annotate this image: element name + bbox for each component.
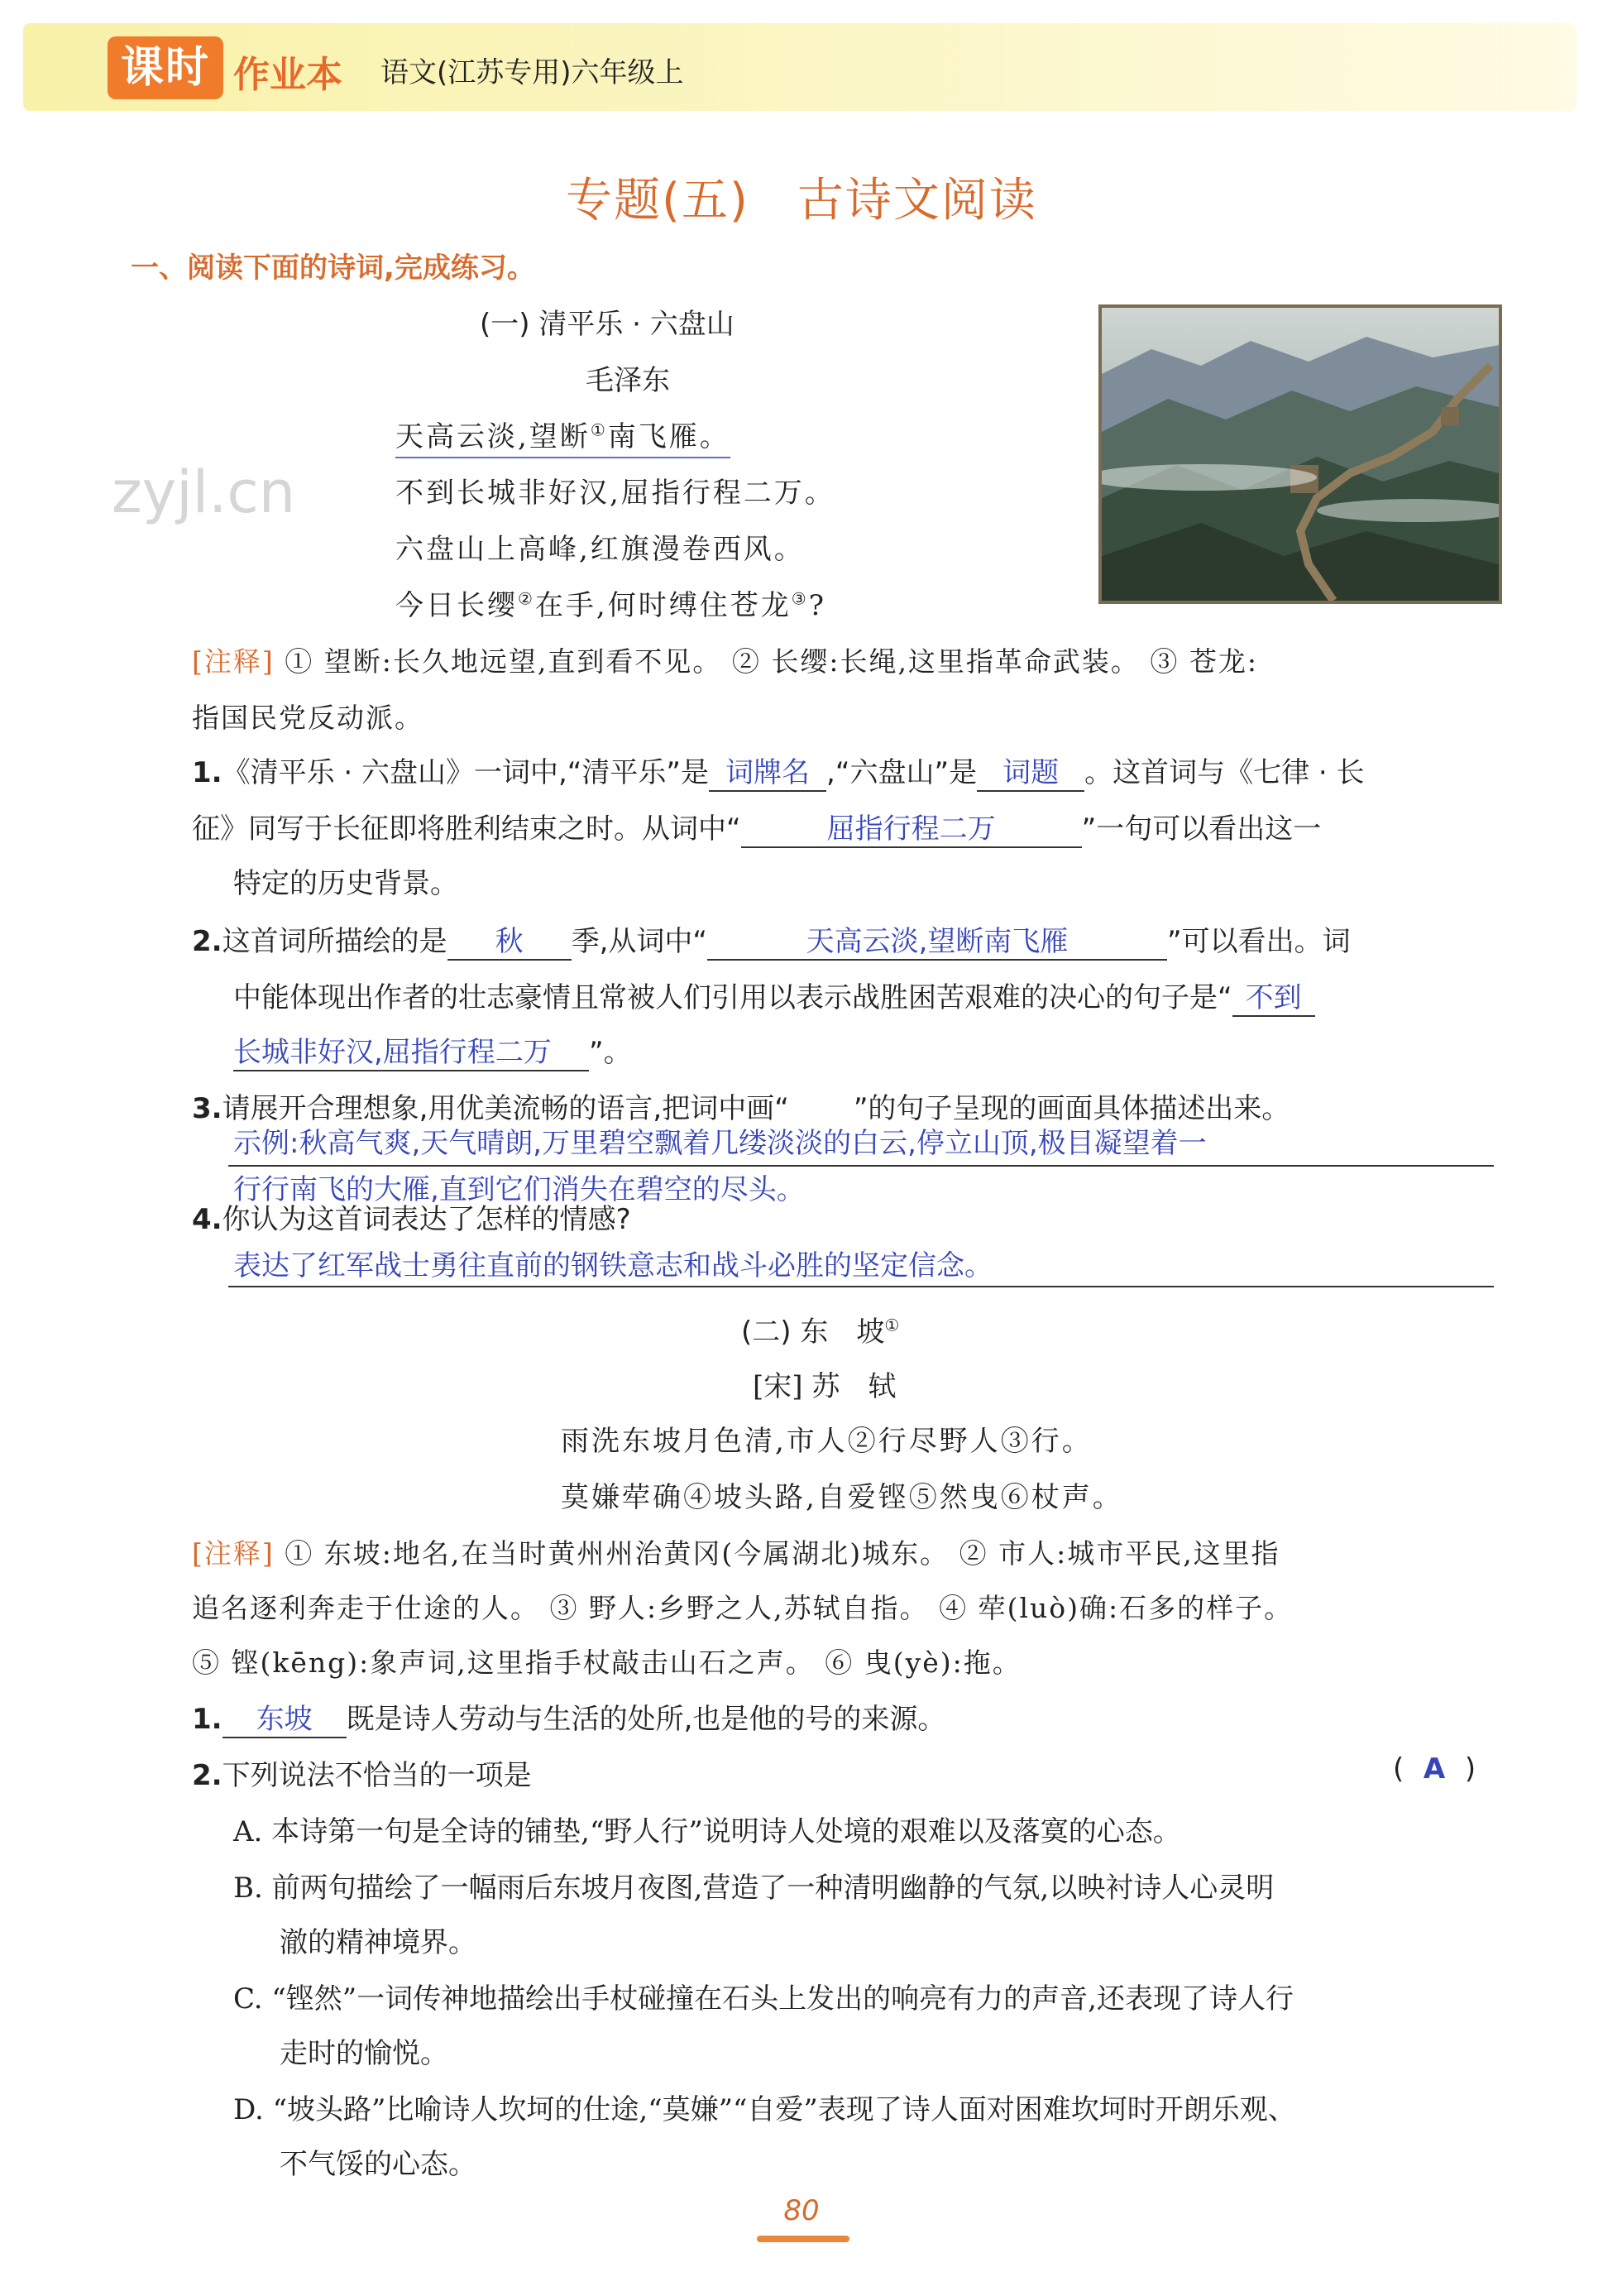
option-c-line2: 走时的愉悦。 (280, 2037, 448, 2070)
p2q2-answer-bracket (1393, 1752, 1476, 1786)
q2-text: 季,从词中“ (571, 925, 707, 958)
q1-answer-2 (977, 750, 1084, 792)
q3-text: ”的句子呈现的画面具体描述出来。 (853, 1092, 1290, 1125)
q3-answer-line2: 行行南飞的大雁,直到它们消失在碧空的尽头。 (233, 1173, 805, 1206)
brand-logo: 课时 (108, 36, 223, 99)
q1-answer-2-text: 词题 (1002, 756, 1060, 789)
q1-text: 《清平乐 · 六盘山》一词中,“清平乐”是 (222, 756, 710, 789)
q2-number: 2. (192, 925, 223, 958)
poem2-author: [宋] 苏 轼 (753, 1370, 897, 1403)
page-title: 专题(五) 古诗文阅读 (566, 174, 1037, 228)
q2-text: 这首词所描绘的是 (222, 925, 447, 958)
poem1-line3: 六盘山上高峰,红旗漫卷西风。 (395, 533, 805, 566)
section-heading: 一、阅读下面的诗词,完成练习。 (131, 252, 535, 285)
q1-answer-1 (709, 750, 826, 792)
paren-left: ( (1393, 1752, 1404, 1786)
poem1-line1-a: 天高云淡,望断 (395, 420, 591, 453)
q2-answer-1-text: 秋 (495, 925, 524, 958)
q1-number: 1. (192, 756, 223, 789)
poem1-line4-b: 在手,何时缚住苍龙 (534, 589, 792, 622)
p2q2-answer: A (1423, 1752, 1446, 1786)
poem1-note-line1 (192, 640, 1258, 679)
great-wall-painting (1098, 304, 1502, 604)
brand-name: 作业本 (233, 54, 342, 96)
answer-rule (228, 1286, 1494, 1287)
p2q1-number: 1. (192, 1703, 223, 1736)
note-tag: [注释] (192, 645, 275, 678)
q2-text: ”。 (589, 1036, 632, 1069)
q2-line3 (233, 1029, 632, 1071)
q1-text: ”一句可以看出这一 (1081, 812, 1322, 846)
watermark: zyjl.cn (112, 458, 296, 526)
note-text: ① 望断:长久地远望,直到看不见。 ② 长缨:长绳,这里指革命武装。 ③ 苍龙: (285, 645, 1259, 678)
poem1-note-line2: 指国民党反动派。 (192, 702, 423, 734)
paren-right: ) (1464, 1752, 1476, 1786)
poem2-note-line3: ⑤ 铿(kēng):象声词,这里指手杖敲击山石之声。 ⑥ 曳(yè):拖。 (192, 1647, 1022, 1679)
q2-line1 (192, 918, 1351, 961)
q1-line3: 特定的历史背景。 (233, 867, 458, 900)
p2q2-line (192, 1752, 532, 1793)
q4-text: 你认为这首词表达了怎样的情感? (222, 1203, 631, 1236)
q4-answer: 表达了红军战士勇往直前的钢铁意志和战斗必胜的坚定信念。 (233, 1249, 993, 1282)
poem2-title-text: (二) 东 坡 (741, 1316, 885, 1349)
q3-answer-line1: 示例:秋高气爽,天气晴朗,万里碧空飘着几缕淡淡的白云,停立山顶,极目凝望着一 (233, 1127, 1207, 1160)
poem1-line1: 天高云淡,望断①南飞雁。 (395, 414, 730, 454)
q2-answer-3b-text: 长城非好汉,屈指行程二万 (233, 1036, 552, 1069)
p2q1-text: 既是诗人劳动与生活的处所,也是他的号的来源。 (346, 1703, 946, 1736)
q1-line2 (192, 806, 1321, 848)
q1-answer-3 (741, 806, 1082, 848)
p2q1-answer (223, 1696, 347, 1738)
q4-number: 4. (192, 1203, 223, 1236)
option-b-line2: 澈的精神境界。 (280, 1926, 476, 1959)
q2-text: 中能体现出作者的壮志豪情且常被人们引用以表示战胜困苦艰难的决心的句子是“ (233, 981, 1232, 1014)
note-tag: [注释] (192, 1537, 275, 1570)
poem2-line1: 雨洗东坡月色清,市人②行尽野人③行。 (561, 1425, 1093, 1458)
poem2-title: (二) 东 坡① (741, 1315, 900, 1349)
q2-answer-2-text: 天高云淡,望断南飞雁 (806, 925, 1069, 958)
q2-answer-1 (447, 918, 572, 961)
page-number-decoration (757, 2236, 849, 2242)
option-d-line1: D. “坡头路”比喻诗人坎坷的仕途,“莫嫌”“自爱”表现了诗人面对困难坎坷时开朗乐观、 (233, 2093, 1296, 2126)
poem1-title: (一) 清平乐 · 六盘山 (480, 308, 735, 341)
q2-answer-2 (707, 918, 1167, 961)
q2-text: ”可以看出。词 (1167, 925, 1351, 958)
p2q2-number: 2. (192, 1759, 223, 1792)
book-title: 语文(江苏专用)六年级上 (380, 56, 684, 89)
q1-text: ,“六盘山”是 (826, 756, 978, 789)
option-c-line1: C. “铿然”一词传神地描绘出手杖碰撞在石头上发出的响亮有力的声音,还表现了诗人行 (233, 1982, 1294, 2016)
q1-answer-1-text: 词牌名 (725, 756, 811, 789)
q1-text: 征》同写于长征即将胜利结束之时。从词中“ (192, 812, 741, 846)
poem1-line4-a: 今日长缨 (395, 589, 518, 622)
p2q2-text: 下列说法不恰当的一项是 (222, 1759, 532, 1792)
q2-line2 (233, 975, 1315, 1017)
poem1-author: 毛泽东 (586, 364, 670, 397)
option-b-line1: B. 前两句描绘了一幅雨后东坡月夜图,营造了一种清明幽静的气氛,以映衬诗人心灵明 (233, 1872, 1275, 1905)
q3-text: 请展开合理想象,用优美流畅的语言,把词中画“ (222, 1092, 789, 1125)
note-text: ① 东坡:地名,在当时黄州州治黄冈(今属湖北)城东。 ② 市人:城市平民,这里指 (285, 1537, 1280, 1570)
q4-line1 (192, 1196, 631, 1237)
q1-text: 。这首词与《七律 · 长 (1084, 756, 1365, 789)
p2q1-line (192, 1696, 945, 1738)
option-d-line2: 不气馁的心态。 (280, 2148, 476, 2181)
q2-answer-3a (1232, 975, 1315, 1017)
poem1-line4-c: ? (808, 589, 826, 622)
q1-line1 (192, 750, 1365, 792)
poem1-line4: 今日长缨②在手,何时缚住苍龙③? (395, 588, 826, 622)
q1-answer-3-text: 屈指行程二万 (826, 812, 996, 846)
poem2-note-line1 (192, 1532, 1280, 1571)
page-number: 80 (783, 2194, 820, 2227)
poem2-note-line2: 追名逐利奔走于仕途的人。 ③ 野人:乡野之人,苏轼自指。 ④ 荦(luò)确:石多的样子。 (192, 1592, 1294, 1624)
q2-answer-3b (233, 1029, 589, 1071)
q2-answer-3a-text: 不到 (1245, 981, 1302, 1014)
p2q1-answer-text: 东坡 (256, 1703, 313, 1736)
option-a: A. 本诗第一句是全诗的铺垫,“野人行”说明诗人处境的艰难以及落寞的心态。 (233, 1815, 1181, 1848)
poem1-line2: 不到长城非好汉,屈指行程二万。 (395, 477, 835, 510)
poem2-line2: 莫嫌荦确④坡头路,自爱铿⑤然曳⑥杖声。 (561, 1481, 1123, 1514)
poem1-line1-b: 南飞雁。 (607, 420, 730, 453)
q3-number: 3. (192, 1092, 223, 1125)
